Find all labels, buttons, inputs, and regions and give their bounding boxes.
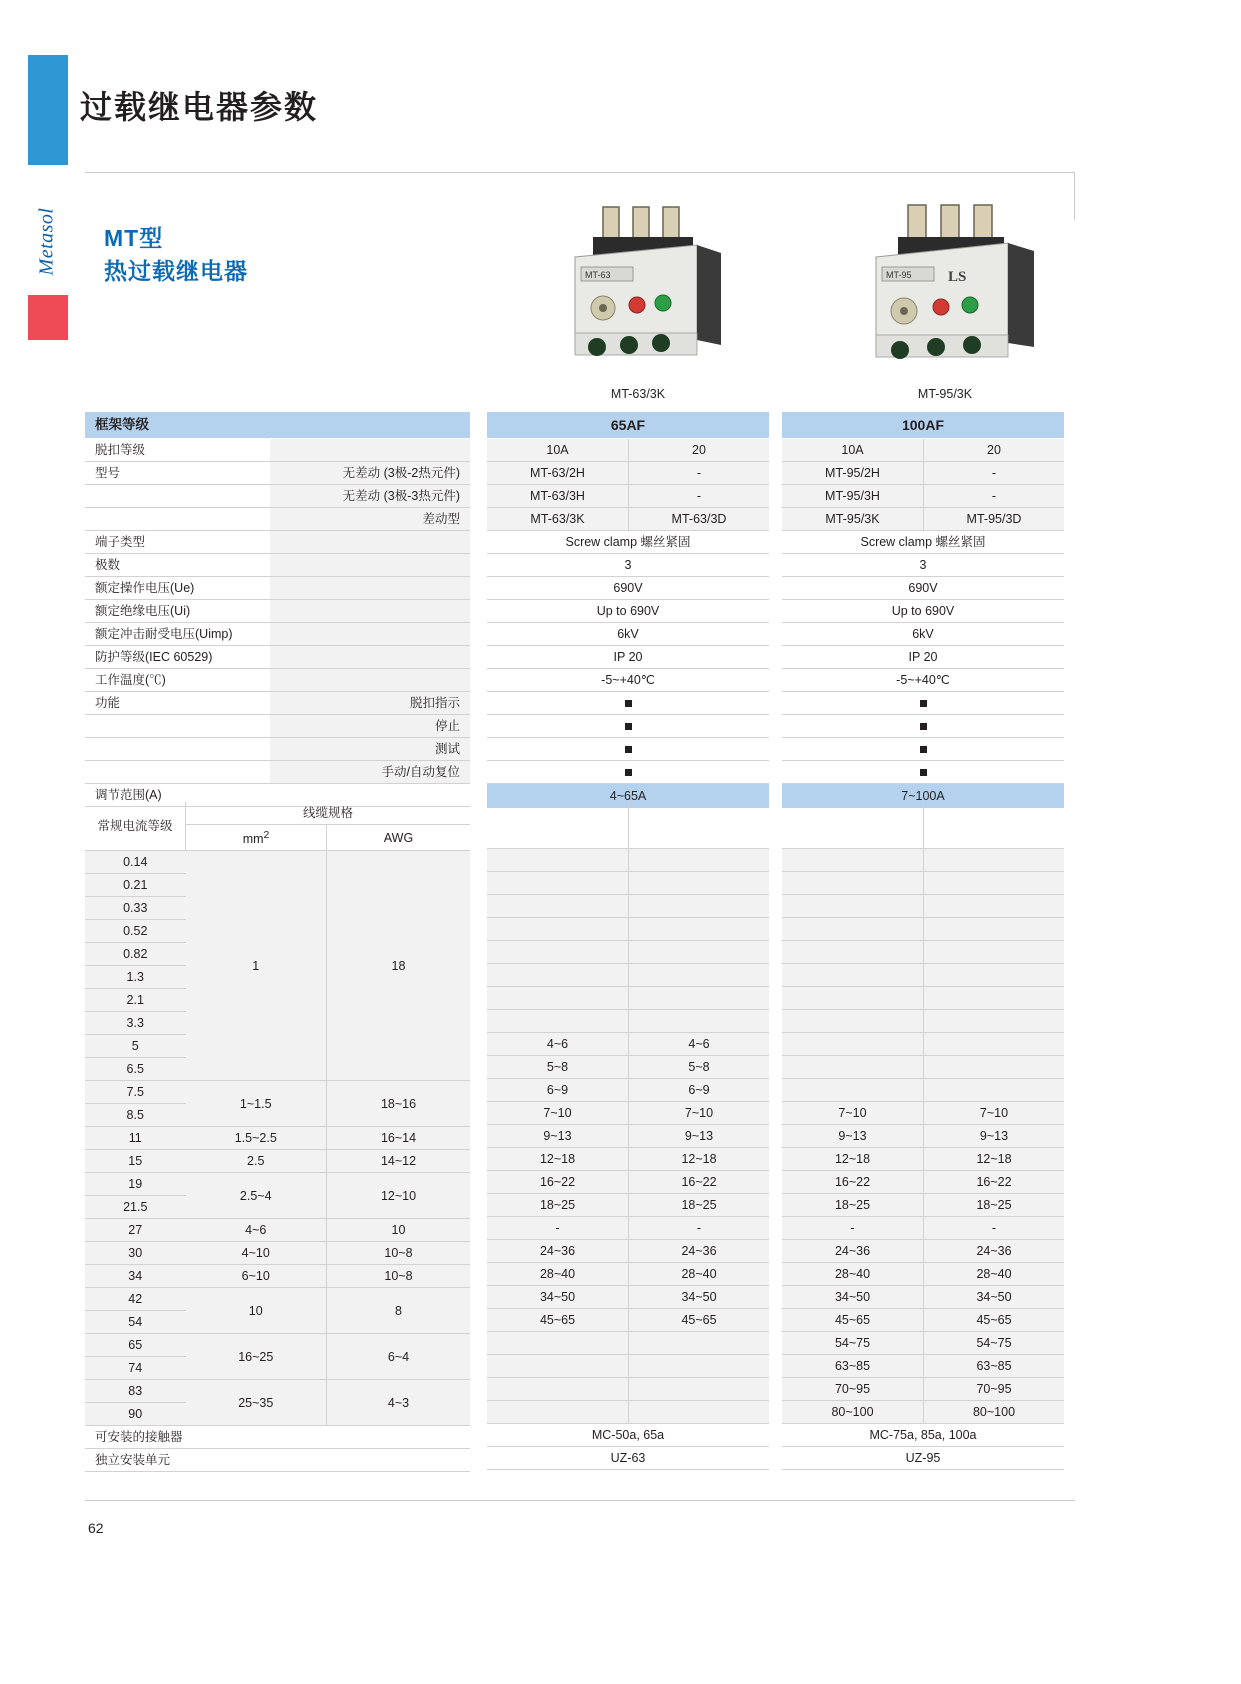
cable-awg-cell: 10 <box>327 1219 471 1242</box>
frame-value: 100AF <box>782 412 1064 439</box>
range-a <box>782 1079 924 1102</box>
ui: Up to 690V <box>487 600 769 623</box>
range-b: 7~10 <box>629 1102 770 1125</box>
svg-text:LS: LS <box>948 269 967 285</box>
title-divider-right <box>1074 172 1075 220</box>
current-class-cell: 0.21 <box>85 874 186 897</box>
function-mark <box>487 692 769 715</box>
uimp: 6kV <box>782 623 1064 646</box>
svg-text:MT-63: MT-63 <box>585 270 611 280</box>
range-a <box>487 1355 629 1378</box>
function-mark <box>782 761 1064 784</box>
range-b <box>924 849 1065 872</box>
range-a: 7~10 <box>487 1102 629 1125</box>
product-heading-line2: 热过载继电器 <box>104 258 248 284</box>
adjust-range-label: 调节范围(A) <box>85 784 470 807</box>
current-class-cell: 27 <box>85 1219 186 1242</box>
range-a: 16~22 <box>487 1171 629 1194</box>
range-b <box>629 1401 770 1424</box>
range-b <box>629 849 770 872</box>
sidebar-tab-red <box>28 295 68 340</box>
temperature: -5~+40℃ <box>487 669 769 692</box>
model-b: - <box>924 485 1065 508</box>
function-mark <box>782 715 1064 738</box>
product-image-mt63 <box>545 195 735 375</box>
cable-mm2-cell: 10 <box>186 1288 327 1334</box>
range-a: 6~9 <box>487 1079 629 1102</box>
row-label: 端子类型 <box>85 531 270 554</box>
current-class-cell: 34 <box>85 1265 186 1288</box>
range-b: 4~6 <box>629 1033 770 1056</box>
cable-mm2-cell: 1~1.5 <box>186 1081 327 1127</box>
cable-mm2-cell: 16~25 <box>186 1334 327 1380</box>
current-class-cell: 0.52 <box>85 920 186 943</box>
range-a <box>782 964 924 987</box>
row-label <box>85 715 270 738</box>
range-spacer <box>782 802 924 849</box>
row-sub: 无差动 (3极-3热元件) <box>270 485 470 508</box>
range-a: 45~65 <box>487 1309 629 1332</box>
current-class-cell: 65 <box>85 1334 186 1357</box>
cable-mm2-cell: 1.5~2.5 <box>186 1127 327 1150</box>
range-a <box>782 1056 924 1079</box>
spec-column-65af <box>487 412 769 809</box>
model-a: MT-95/3H <box>782 485 924 508</box>
spec-column-100af <box>782 412 1064 809</box>
current-class-cell: 6.5 <box>85 1058 186 1081</box>
current-class-cell: 19 <box>85 1173 186 1196</box>
range-a: 9~13 <box>782 1125 924 1148</box>
poles: 3 <box>487 554 769 577</box>
range-a <box>487 987 629 1010</box>
sidebar-tab-blue <box>28 55 68 165</box>
function-mark <box>487 715 769 738</box>
range-b <box>629 987 770 1010</box>
product-image-mt95 <box>848 195 1048 375</box>
range-b: 54~75 <box>924 1332 1065 1355</box>
range-b: 70~95 <box>924 1378 1065 1401</box>
range-a: 28~40 <box>782 1263 924 1286</box>
row-label: 功能 <box>85 692 270 715</box>
current-class-cell: 0.14 <box>85 851 186 874</box>
range-a <box>487 964 629 987</box>
current-class-cell: 8.5 <box>85 1104 186 1127</box>
current-class-cell: 5 <box>85 1035 186 1058</box>
current-class-cell: 21.5 <box>85 1196 186 1219</box>
range-band: 4~65A <box>487 784 769 809</box>
function-mark <box>487 738 769 761</box>
range-a: - <box>782 1217 924 1240</box>
range-a: 9~13 <box>487 1125 629 1148</box>
range-b <box>629 1010 770 1033</box>
cable-awg-cell: 8 <box>327 1288 471 1334</box>
range-a: 12~18 <box>487 1148 629 1171</box>
row-sub <box>270 554 470 577</box>
current-class-cell: 11 <box>85 1127 186 1150</box>
temperature: -5~+40℃ <box>782 669 1064 692</box>
range-b: 80~100 <box>924 1401 1065 1424</box>
range-b: 24~36 <box>924 1240 1065 1263</box>
range-column-100af <box>782 802 1064 1470</box>
row-sub: 差动型 <box>270 508 470 531</box>
range-b: 12~18 <box>629 1148 770 1171</box>
range-b <box>924 941 1065 964</box>
ip-rating: IP 20 <box>782 646 1064 669</box>
current-class-cell: 30 <box>85 1242 186 1265</box>
row-sub <box>270 439 470 462</box>
svg-text:MT-95: MT-95 <box>886 270 912 280</box>
range-a: 28~40 <box>487 1263 629 1286</box>
product-caption-1: MT-63/3K <box>610 387 666 401</box>
cable-awg-cell: 10~8 <box>327 1265 471 1288</box>
current-class-cell: 83 <box>85 1380 186 1403</box>
range-b <box>629 941 770 964</box>
range-b <box>924 987 1065 1010</box>
contactor-value: MC-50a, 65a <box>487 1424 769 1447</box>
cable-mm2-cell: 4~10 <box>186 1242 327 1265</box>
range-a: 45~65 <box>782 1309 924 1332</box>
row-label <box>85 508 270 531</box>
range-a: 70~95 <box>782 1378 924 1401</box>
range-b <box>924 1079 1065 1102</box>
range-b: 28~40 <box>924 1263 1065 1286</box>
model-b: MT-95/3D <box>924 508 1065 531</box>
range-a: 54~75 <box>782 1332 924 1355</box>
row-label: 额定绝缘电压(Ui) <box>85 600 270 623</box>
cable-awg-cell: 10~8 <box>327 1242 471 1265</box>
cable-awg-cell: 14~12 <box>327 1150 471 1173</box>
current-class-cell: 7.5 <box>85 1081 186 1104</box>
contactor-value: MC-75a, 85a, 100a <box>782 1424 1064 1447</box>
range-a <box>782 849 924 872</box>
range-b <box>629 964 770 987</box>
model-a: MT-95/3K <box>782 508 924 531</box>
range-a <box>487 1010 629 1033</box>
row-sub: 停止 <box>270 715 470 738</box>
range-b: 18~25 <box>924 1194 1065 1217</box>
model-a: MT-63/2H <box>487 462 629 485</box>
range-a: 16~22 <box>782 1171 924 1194</box>
row-sub <box>270 600 470 623</box>
range-b: 18~25 <box>629 1194 770 1217</box>
range-b: 9~13 <box>924 1125 1065 1148</box>
range-b: 45~65 <box>924 1309 1065 1332</box>
range-b: 7~10 <box>924 1102 1065 1125</box>
range-a: - <box>487 1217 629 1240</box>
unit-value: UZ-95 <box>782 1447 1064 1470</box>
current-class-cell: 1.3 <box>85 966 186 989</box>
range-a: 7~10 <box>782 1102 924 1125</box>
range-a: 34~50 <box>487 1286 629 1309</box>
current-class-header: 常规电流等级 <box>85 802 186 851</box>
model-a: MT-95/2H <box>782 462 924 485</box>
product-heading-line1: MT型 <box>104 225 164 251</box>
range-a <box>487 895 629 918</box>
unit-value: UZ-63 <box>487 1447 769 1470</box>
unit-label: 独立安装单元 <box>85 1449 470 1472</box>
range-b <box>629 872 770 895</box>
row-label <box>85 485 270 508</box>
range-a <box>487 849 629 872</box>
row-label: 工作温度(℃) <box>85 669 270 692</box>
cable-awg-cell: 16~14 <box>327 1127 471 1150</box>
row-label: 脱扣等级 <box>85 439 270 462</box>
range-b <box>629 1378 770 1401</box>
range-b: - <box>924 1217 1065 1240</box>
current-class-cell: 2.1 <box>85 989 186 1012</box>
cable-mm2-cell: 2.5 <box>186 1150 327 1173</box>
title-divider <box>85 172 1075 173</box>
footer-divider <box>85 1500 1075 1501</box>
cable-mm2-cell: 4~6 <box>186 1219 327 1242</box>
current-class-cell: 3.3 <box>85 1012 186 1035</box>
terminal-type: Screw clamp 螺丝紧固 <box>487 531 769 554</box>
cable-awg-cell: 12~10 <box>327 1173 471 1219</box>
range-b: 9~13 <box>629 1125 770 1148</box>
range-a <box>782 872 924 895</box>
terminal-type: Screw clamp 螺丝紧固 <box>782 531 1064 554</box>
product-heading <box>104 222 248 288</box>
frame-class-header: 框架等级 <box>85 412 470 439</box>
model-a: MT-63/3H <box>487 485 629 508</box>
range-b: 28~40 <box>629 1263 770 1286</box>
range-b: 63~85 <box>924 1355 1065 1378</box>
model-b: - <box>629 485 770 508</box>
page-number: 62 <box>88 1520 104 1536</box>
range-spacer <box>629 802 770 849</box>
ip-rating: IP 20 <box>487 646 769 669</box>
range-b: 34~50 <box>629 1286 770 1309</box>
range-b <box>629 918 770 941</box>
row-label: 额定操作电压(Ue) <box>85 577 270 600</box>
cable-awg-cell: 18~16 <box>327 1081 471 1127</box>
range-b <box>924 964 1065 987</box>
range-b <box>924 918 1065 941</box>
row-sub <box>270 531 470 554</box>
range-b: 5~8 <box>629 1056 770 1079</box>
function-mark <box>782 692 1064 715</box>
row-sub: 手动/自动复位 <box>270 761 470 784</box>
range-b <box>924 872 1065 895</box>
row-sub <box>270 646 470 669</box>
range-spacer <box>924 802 1065 849</box>
brand-label: Metasol <box>35 207 58 276</box>
trip-class-a: 10A <box>487 439 629 462</box>
range-a: 4~6 <box>487 1033 629 1056</box>
range-band: 7~100A <box>782 784 1064 809</box>
range-spacer <box>487 802 629 849</box>
range-a <box>782 987 924 1010</box>
cable-spec-table <box>85 802 470 1472</box>
model-b: - <box>924 462 1065 485</box>
range-a: 80~100 <box>782 1401 924 1424</box>
cable-mm2-cell: 25~35 <box>186 1380 327 1426</box>
range-a <box>782 895 924 918</box>
row-sub <box>270 623 470 646</box>
range-a: 18~25 <box>487 1194 629 1217</box>
row-label: 极数 <box>85 554 270 577</box>
range-b: 6~9 <box>629 1079 770 1102</box>
current-class-cell: 42 <box>85 1288 186 1311</box>
range-column-65af <box>487 802 769 1470</box>
uimp: 6kV <box>487 623 769 646</box>
range-a <box>487 941 629 964</box>
range-b <box>924 1033 1065 1056</box>
function-mark <box>487 761 769 784</box>
trip-class-a: 10A <box>782 439 924 462</box>
row-sub: 脱扣指示 <box>270 692 470 715</box>
current-class-cell: 15 <box>85 1150 186 1173</box>
range-a <box>782 1033 924 1056</box>
contactor-label: 可安装的接触器 <box>85 1426 470 1449</box>
row-sub: 测试 <box>270 738 470 761</box>
range-b: 16~22 <box>924 1171 1065 1194</box>
range-b: 34~50 <box>924 1286 1065 1309</box>
range-b <box>629 895 770 918</box>
range-a <box>487 1401 629 1424</box>
range-a <box>782 941 924 964</box>
frame-value: 65AF <box>487 412 769 439</box>
range-b <box>629 1332 770 1355</box>
range-a: 24~36 <box>782 1240 924 1263</box>
cable-mm2-cell: 6~10 <box>186 1265 327 1288</box>
range-a <box>782 1010 924 1033</box>
current-class-cell: 54 <box>85 1311 186 1334</box>
range-a: 18~25 <box>782 1194 924 1217</box>
spec-label-table <box>85 412 470 807</box>
current-class-cell: 0.33 <box>85 897 186 920</box>
mm2-header: $mm^2$ <box>186 825 327 851</box>
range-a <box>487 918 629 941</box>
range-a <box>487 1378 629 1401</box>
range-a: 12~18 <box>782 1148 924 1171</box>
cable-spec-header: 线缆规格 <box>186 802 471 825</box>
model-b: MT-63/3D <box>629 508 770 531</box>
awg-header: AWG <box>327 825 471 851</box>
page-title: 过载继电器参数 <box>80 89 319 125</box>
range-b <box>924 1010 1065 1033</box>
cable-mm2-cell: 1 <box>186 851 327 1081</box>
range-a: 24~36 <box>487 1240 629 1263</box>
row-sub: 无差动 (3极-2热元件) <box>270 462 470 485</box>
cable-awg-cell: 6~4 <box>327 1334 471 1380</box>
range-a <box>782 918 924 941</box>
function-mark <box>782 738 1064 761</box>
row-label: 防护等级(IEC 60529) <box>85 646 270 669</box>
ue: 690V <box>487 577 769 600</box>
range-b: 45~65 <box>629 1309 770 1332</box>
trip-class-b: 20 <box>629 439 770 462</box>
row-label <box>85 738 270 761</box>
current-class-cell: 90 <box>85 1403 186 1426</box>
range-b: 24~36 <box>629 1240 770 1263</box>
ue: 690V <box>782 577 1064 600</box>
cable-awg-cell: 4~3 <box>327 1380 471 1426</box>
range-b <box>924 895 1065 918</box>
current-class-cell: 0.82 <box>85 943 186 966</box>
poles: 3 <box>782 554 1064 577</box>
range-a <box>487 1332 629 1355</box>
product-caption-2: MT-95/3K <box>917 387 973 401</box>
range-a: 5~8 <box>487 1056 629 1079</box>
range-a: 63~85 <box>782 1355 924 1378</box>
model-b: - <box>629 462 770 485</box>
row-sub <box>270 577 470 600</box>
model-a: MT-63/3K <box>487 508 629 531</box>
range-b: 12~18 <box>924 1148 1065 1171</box>
cable-mm2-cell: 2.5~4 <box>186 1173 327 1219</box>
row-sub <box>270 669 470 692</box>
range-b: - <box>629 1217 770 1240</box>
ui: Up to 690V <box>782 600 1064 623</box>
current-class-cell: 74 <box>85 1357 186 1380</box>
cable-awg-cell: 18 <box>327 851 471 1081</box>
row-label: 型号 <box>85 462 270 485</box>
row-label: 额定冲击耐受电压(Uimp) <box>85 623 270 646</box>
range-a: 34~50 <box>782 1286 924 1309</box>
range-b <box>629 1355 770 1378</box>
trip-class-b: 20 <box>924 439 1065 462</box>
range-b <box>924 1056 1065 1079</box>
row-label <box>85 761 270 784</box>
range-b: 16~22 <box>629 1171 770 1194</box>
range-a <box>487 872 629 895</box>
